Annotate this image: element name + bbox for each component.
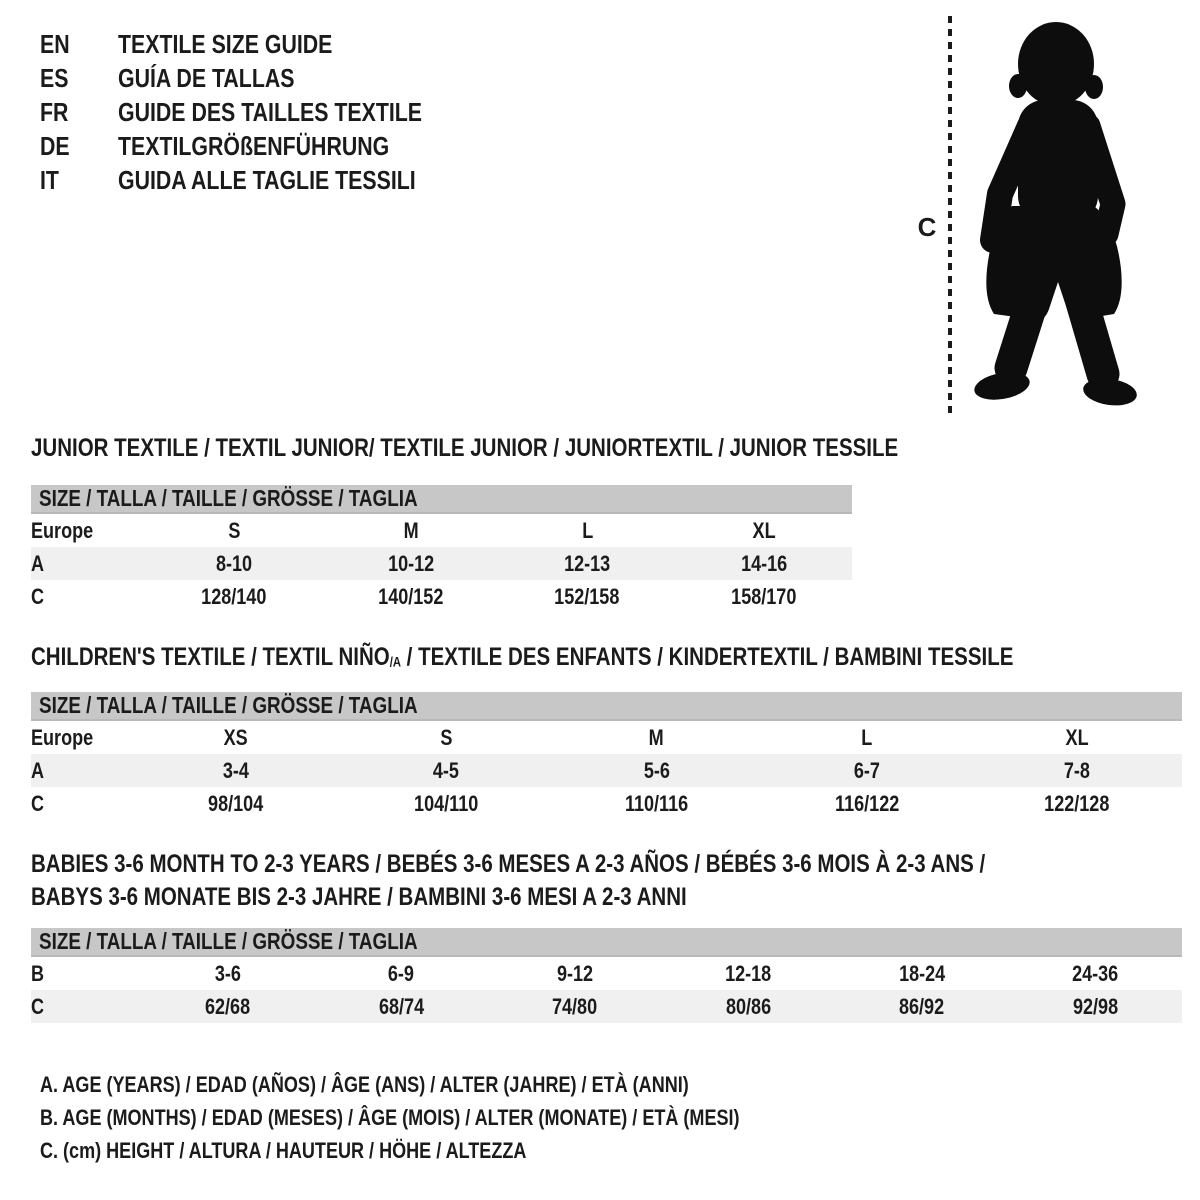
babies-size-table: [31, 928, 1182, 1023]
size-cell: 10-12: [387, 550, 434, 576]
size-cell: 14-16: [740, 550, 787, 576]
size-cell: XL: [1065, 724, 1089, 750]
size-cell: 128/140: [201, 583, 267, 609]
row-label: C: [31, 790, 45, 816]
guide-title: GUIDA ALLE TAGLIE TESSILI: [118, 164, 416, 195]
size-cell: S: [440, 724, 453, 750]
junior-size-table: [31, 485, 852, 613]
size-cell: 6-9: [388, 960, 415, 986]
guide-title: TEXTILGRÖßENFÜHRUNG: [118, 130, 390, 161]
size-cell: 74/80: [552, 993, 598, 1019]
size-cell: 116/122: [834, 790, 899, 816]
height-measure-label: C: [917, 212, 937, 242]
size-cell: 8-10: [216, 550, 253, 576]
language-code: ES: [40, 62, 69, 93]
row-label: B: [31, 960, 45, 986]
language-code: DE: [40, 130, 70, 161]
babies-section-title: BABIES 3-6 MONTH TO 2-3 YEARS / BEBÉS 3-6 MESES A 2-3 AÑOS / BÉBÉS 3-6 MOIS À 2-3 ANS / BABYS 3-6 MONATE BIS 2-3 JAHRE / BAMBINI 3-6 MESI A 2-3 ANNI: [31, 850, 986, 911]
size-cell: XS: [224, 724, 249, 750]
title-subscript: /A: [389, 654, 401, 670]
baby-silhouette-icon: [966, 14, 1138, 418]
size-cell: 7-8: [1063, 757, 1090, 783]
row-label: Europe: [31, 517, 94, 543]
size-cell: 80/86: [725, 993, 771, 1019]
size-cell: M: [648, 724, 664, 750]
size-cell: 4-5: [433, 757, 460, 783]
guide-title: TEXTILE SIZE GUIDE: [118, 28, 333, 59]
row-label: C: [31, 993, 45, 1019]
guide-title: GUIDE DES TAILLES TEXTILE: [118, 96, 423, 127]
language-title-list: [40, 27, 489, 197]
language-row: [40, 95, 489, 129]
row-label: A: [31, 757, 45, 783]
row-label: A: [31, 550, 45, 576]
size-cell: 18-24: [898, 960, 945, 986]
size-cell: L: [861, 724, 873, 750]
size-cell: 12-13: [564, 550, 611, 576]
guide-title: GUÍA DE TALLAS: [118, 62, 295, 93]
size-cell: 122/128: [1044, 790, 1110, 816]
size-cell: 62/68: [205, 993, 251, 1019]
language-row: [40, 27, 489, 61]
size-cell: 152/158: [554, 583, 620, 609]
language-row: [40, 129, 489, 163]
language-code: EN: [40, 28, 70, 59]
language-code: FR: [40, 96, 69, 127]
row-label: Europe: [31, 724, 94, 750]
size-cell: 140/152: [378, 583, 444, 609]
size-cell: 92/98: [1072, 993, 1118, 1019]
height-measure-line: [948, 16, 952, 418]
size-cell: 68/74: [378, 993, 424, 1019]
size-cell: 9-12: [556, 960, 593, 986]
size-cell: 24-36: [1072, 960, 1119, 986]
size-header-bar: SIZE / TALLA / TAILLE / GRÖSSE / TAGLIA: [39, 692, 418, 718]
children-size-table: [31, 692, 1182, 820]
size-cell: 86/92: [899, 993, 945, 1019]
children-section-title: CHILDREN'S TEXTILE / TEXTIL NIÑO/A / TEXTILE DES ENFANTS / KINDERTEXTIL / BAMBINI TESSILE: [31, 643, 1014, 671]
footnote-age-months: B. AGE (MONTHS) / EDAD (MESES) / ÂGE (MOIS) / ALTER (MONATE) / ETÀ (MESI): [40, 1105, 740, 1130]
size-cell: 5-6: [643, 757, 670, 783]
size-cell: XL: [752, 517, 776, 543]
size-cell: 158/170: [731, 583, 797, 609]
size-cell: 3-6: [214, 960, 241, 986]
size-cell: 98/104: [208, 790, 264, 816]
language-row: [40, 61, 489, 95]
size-cell: M: [403, 517, 419, 543]
row-label: C: [31, 583, 45, 609]
footnotes: [40, 1068, 893, 1167]
footnote-age-years: A. AGE (YEARS) / EDAD (AÑOS) / ÂGE (ANS) / ALTER (JAHRE) / ETÀ (ANNI): [40, 1072, 689, 1097]
language-code: IT: [40, 164, 59, 195]
size-cell: 104/110: [414, 790, 479, 816]
size-header-bar: SIZE / TALLA / TAILLE / GRÖSSE / TAGLIA: [39, 485, 418, 511]
size-header-bar: SIZE / TALLA / TAILLE / GRÖSSE / TAGLIA: [39, 928, 418, 954]
size-cell: S: [228, 517, 241, 543]
size-cell: L: [581, 517, 593, 543]
size-cell: 6-7: [853, 757, 880, 783]
junior-section-title: JUNIOR TEXTILE / TEXTIL JUNIOR/ TEXTILE JUNIOR / JUNIORTEXTIL / JUNIOR TESSILE: [31, 434, 899, 462]
footnote-height-cm: C. (cm) HEIGHT / ALTURA / HAUTEUR / HÖHE / ALTEZZA: [40, 1138, 527, 1163]
size-cell: 110/116: [624, 790, 689, 816]
language-row: [40, 163, 489, 197]
size-cell: 3-4: [223, 757, 250, 783]
size-cell: 12-18: [725, 960, 772, 986]
